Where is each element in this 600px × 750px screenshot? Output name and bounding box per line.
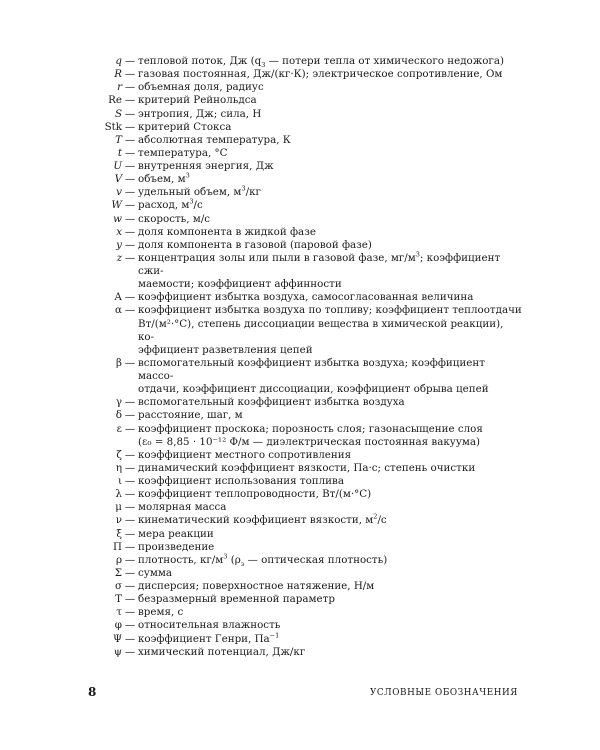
notation-description: удельный объем, $м^3/кг$ [138, 184, 261, 199]
notation-dash: — [124, 212, 136, 225]
running-head: УСЛОВНЫЕ ОБОЗНАЧЕНИЯ [369, 688, 518, 698]
notation-entry [90, 633, 522, 646]
notation-entry [90, 252, 522, 291]
notation-symbol: ζ [116, 448, 122, 461]
superscript: 3 [185, 171, 190, 180]
notation-entry [90, 147, 522, 160]
notation-entry [90, 528, 522, 541]
notation-dash: — [124, 396, 136, 409]
notation-entry [90, 357, 522, 396]
notation-symbol: r [117, 81, 122, 94]
notation-symbol: Т [115, 593, 122, 606]
notation-symbol: μ [115, 501, 122, 514]
notation-symbol: δ [115, 409, 122, 422]
notation-entry [90, 304, 522, 357]
notation-description: мера реакции [138, 527, 214, 540]
notation-description: температура, °С [138, 146, 228, 159]
notation-dash: — [124, 225, 136, 238]
notation-description: скорость, м/с [138, 212, 211, 225]
notation-description: энтропия, Дж; сила, Н [138, 107, 262, 120]
notation-symbol: x [116, 225, 122, 238]
notation-description: сумма [138, 566, 172, 579]
superscript: 3 [189, 197, 194, 206]
notation-symbol: ψ [113, 645, 122, 658]
notation-entry [90, 291, 522, 304]
notation-entry [90, 619, 522, 632]
notation-dash: — [124, 619, 136, 632]
notation-entry [90, 81, 522, 94]
notation-entry [90, 514, 522, 527]
notation-symbol: А [114, 291, 122, 304]
notation-symbol: ι [117, 475, 122, 487]
notation-symbol: γ [115, 396, 122, 409]
notation-symbol: t [117, 146, 122, 159]
notation-symbol: y [116, 238, 122, 251]
notation-symbol: z [116, 251, 122, 264]
notation-symbol: R [114, 68, 122, 81]
notation-description: время, с [138, 606, 184, 619]
notation-list [90, 55, 522, 659]
notation-dash: — [124, 251, 136, 264]
notation-description: объемная доля, радиус [138, 81, 264, 94]
notation-dash: — [124, 186, 136, 199]
notation-dash: — [124, 632, 136, 645]
notation-symbol: W [111, 199, 122, 212]
notation-dash: — [124, 553, 136, 566]
notation-description: произведение [138, 540, 215, 553]
notation-dash: — [124, 409, 136, 422]
notation-description: абсолютная температура, К [138, 133, 291, 146]
notation-symbol: ρ [115, 553, 122, 566]
subscript: 3 [261, 61, 266, 70]
notation-description: коэффициент теплопроводности, Вт/(м·°С) [138, 488, 372, 501]
notation-dash: — [124, 540, 136, 553]
notation-entry [90, 475, 522, 488]
notation-dash: — [124, 160, 136, 172]
notation-description: критерий Стокса [138, 120, 232, 133]
notation-entry [90, 449, 522, 462]
notation-dash: — [124, 475, 136, 487]
notation-description: доля компонента в газовой (паровой фазе) [138, 238, 372, 251]
notation-entry [90, 94, 522, 107]
notation-description: дисперсия; поверхностное натяжение, Н/м [138, 580, 375, 592]
notation-dash: — [124, 501, 136, 514]
notation-entry [90, 409, 522, 422]
notation-description: расстояние, шаг, м [138, 409, 243, 422]
notation-entry [90, 501, 522, 514]
notation-entry [90, 567, 522, 580]
notation-symbol: τ [116, 606, 122, 619]
notation-symbol: w [113, 212, 122, 225]
notation-entry [90, 580, 522, 593]
notation-description: относительная влажность [138, 619, 281, 632]
notation-description: вспомогательный коэффициент избытка воздуха [138, 396, 405, 409]
notation-dash: — [124, 199, 136, 212]
notation-description: коэффициент избытка воздуха, самосогласованная величина [138, 291, 474, 304]
notation-description: коэффициент Генри, $Па^{-1}$ [138, 631, 280, 645]
notation-symbol: β [116, 356, 122, 369]
notation-symbol: T [115, 133, 122, 146]
notation-symbol: Π [113, 540, 122, 553]
notation-description: газовая постоянная, Дж/(кг·К); электрическое сопротивление, Ом [138, 68, 503, 81]
notation-entry [90, 396, 522, 409]
notation-entry [90, 108, 522, 121]
superscript: 3 [223, 552, 228, 561]
notation-entry [90, 423, 522, 449]
superscript: 2 [373, 512, 378, 521]
notation-description: коэффициент проскока; порозность слоя; газонасыщение слоя (ε₀ = 8,85 · 10⁻¹² Ф/м — диэлектрическая постоянная вакуума) [138, 422, 483, 448]
notation-symbol: v [116, 186, 122, 199]
notation-entry [90, 541, 522, 554]
notation-description: коэффициент избытка воздуха по топливу; коэффициент теплоотдачи Вт/(м²·°С), степень диссоциации вещества в химической реакции), ко- эффициент разветвления цепей [138, 304, 522, 356]
notation-dash: — [124, 448, 136, 461]
notation-entry [90, 488, 522, 501]
notation-entry [90, 226, 522, 239]
notation-symbol: Σ [114, 566, 122, 579]
notation-entry [90, 593, 522, 606]
notation-dash: — [124, 173, 136, 186]
notation-description: химический потенциал, Дж/кг [138, 645, 306, 658]
notation-entry [90, 160, 522, 173]
notation-symbol: U [113, 160, 122, 172]
notation-dash: — [124, 238, 136, 251]
notation-symbol: ν [115, 514, 122, 527]
notation-symbol: q [115, 55, 122, 67]
notation-entry [90, 121, 522, 134]
notation-description: концентрация золы или пыли в газовой фазе, $мг/м^3$; коэффициент сжи- маемости; коэффициент аффинности [138, 250, 501, 291]
notation-dash: — [124, 645, 136, 658]
notation-symbol: V [114, 173, 122, 186]
notation-entry [90, 199, 522, 212]
notation-dash: — [124, 94, 136, 107]
notation-dash: — [124, 593, 136, 606]
notation-entry [90, 606, 522, 619]
notation-dash: — [124, 566, 136, 579]
notation-description: тепловой поток, Дж ($q_3$ — потери тепла от химического недожога) [138, 55, 504, 70]
notation-dash: — [124, 120, 136, 133]
notation-symbol: Re [108, 94, 122, 107]
notation-description: доля компонента в жидкой фазе [138, 225, 316, 238]
notation-entry [90, 186, 522, 199]
notation-entry [90, 554, 522, 567]
notation-description: кинематический коэффициент вязкости, $м^2/с$ [138, 512, 387, 527]
notation-symbol: Ψ [112, 632, 122, 645]
notation-symbol: ε [116, 422, 122, 435]
notation-dash: — [124, 461, 136, 474]
notation-dash: — [124, 81, 136, 94]
notation-entry [90, 462, 522, 475]
notation-dash: — [124, 580, 136, 592]
notation-description: динамический коэффициент вязкости, Па·с; степень очистки [138, 461, 476, 474]
notation-symbol: S [114, 107, 122, 120]
notation-description: коэффициент местного сопротивления [138, 448, 352, 461]
notation-dash: — [124, 422, 136, 435]
notation-description: расход, $м^3/с$ [138, 197, 203, 212]
notation-dash: — [124, 488, 136, 501]
notation-description: плотность, $кг/м^3$ ($\rho_з$ — оптическая плотность) [138, 552, 388, 568]
notation-dash: — [124, 527, 136, 540]
notation-entry [90, 213, 522, 226]
notation-dash: — [124, 146, 136, 159]
notation-description: безразмерный временной параметр [138, 593, 335, 606]
notation-dash: — [124, 68, 136, 81]
notation-symbol: η [115, 461, 122, 474]
notation-dash: — [124, 304, 136, 317]
notation-dash: — [124, 514, 136, 527]
notation-description: молярная масса [138, 501, 227, 514]
notation-description: коэффициент использования топлива [138, 475, 344, 487]
superscript: 3 [241, 184, 246, 193]
notation-symbol: α [115, 304, 122, 317]
notation-entry [90, 134, 522, 147]
notation-description: критерий Рейнольдса [138, 94, 257, 107]
notation-entry [90, 646, 522, 659]
notation-symbol: σ [114, 580, 122, 592]
notation-description: вспомогательный коэффициент избытка воздуха; коэффициент массо- отдачи, коэффициент диссоциации, коэффициент обрыва цепей [138, 356, 489, 396]
notation-description: объем, $м^3$ [138, 171, 190, 186]
notation-dash: — [124, 55, 136, 67]
notation-dash: — [124, 107, 136, 120]
notation-dash: — [124, 606, 136, 619]
notation-dash: — [124, 133, 136, 146]
notation-symbol: λ [115, 488, 122, 501]
superscript: 3 [415, 250, 420, 259]
subscript: з [240, 559, 245, 568]
notation-symbol: ξ [116, 527, 122, 540]
page-number: 8 [88, 685, 97, 699]
notation-entry [90, 239, 522, 252]
notation-entry [90, 55, 522, 68]
notation-description: внутренняя энергия, Дж [138, 160, 274, 172]
notation-symbol: φ [114, 619, 122, 632]
superscript: −1 [269, 631, 280, 640]
notation-dash: — [124, 291, 136, 304]
notation-symbol: Stk [104, 120, 122, 133]
notation-entry [90, 68, 522, 81]
notation-entry [90, 173, 522, 186]
notation-dash: — [124, 356, 136, 369]
